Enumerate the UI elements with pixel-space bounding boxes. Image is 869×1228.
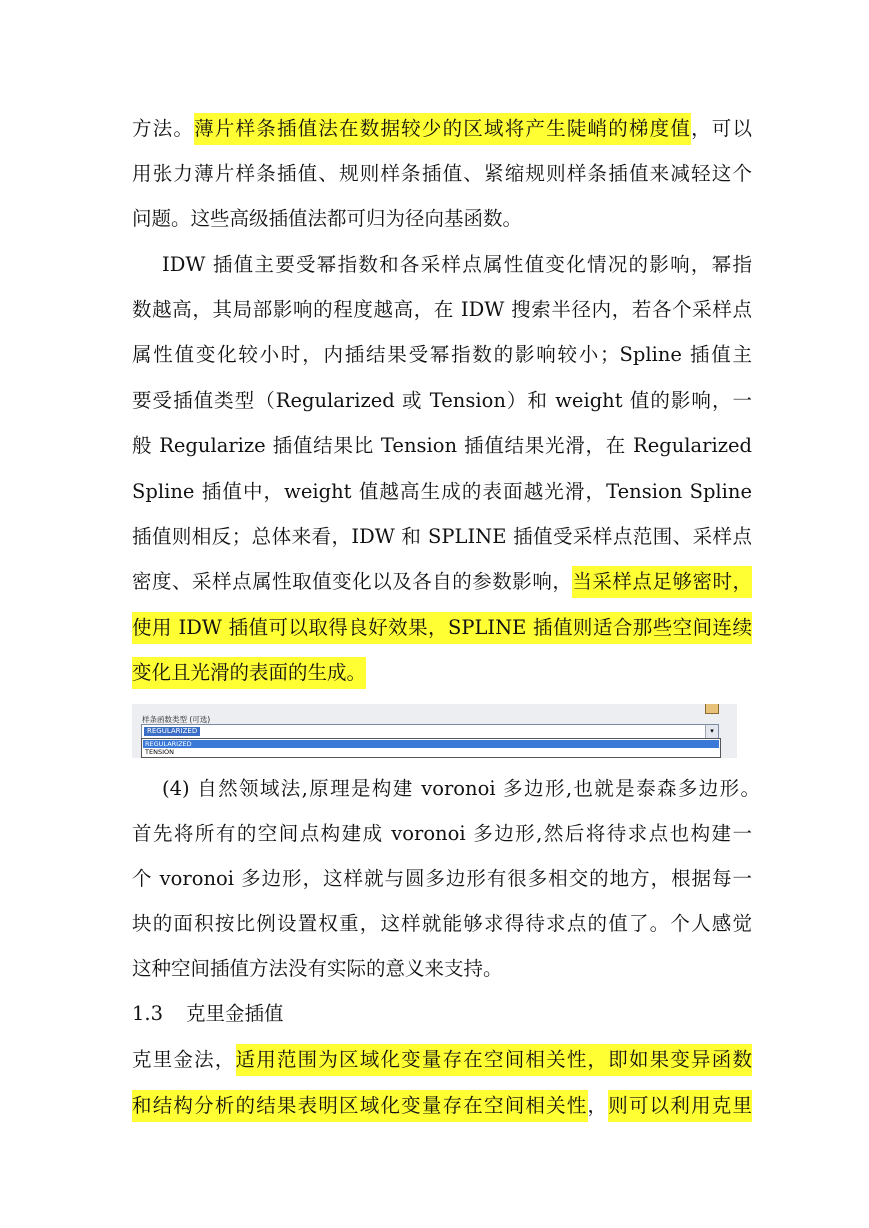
text-run: 密度、采样点属性取值变化以及各自的参数影响， (132, 570, 573, 593)
paragraph-line: 问题。这些高级插值法都可归为径向基函数。 (132, 207, 523, 230)
chevron-down-icon[interactable]: ▾ (705, 725, 718, 738)
paragraph-line: 插值则相反；总体来看，IDW 和 SPLINE 插值受采样点范围、采样点 (132, 525, 752, 548)
paragraph-line: 般 Regularize 插值结果比 Tension 插值结果光滑，在 Regularized (132, 434, 752, 457)
section-heading (132, 1001, 284, 1027)
dropdown-list (141, 738, 721, 758)
paragraph-line: Spline 插值中，weight 值越高生成的表面越光滑，Tension Spline (132, 480, 752, 503)
paragraph-line: (4) 自然领域法,原理是构建 voronoi 多边形,也就是泰森多边形。 (162, 777, 760, 800)
highlighted-text: 变化且光滑的表面的生成。 (132, 657, 366, 689)
paragraph-line: 块的面积按比例设置权重，这样就能够求得待求点的值了。个人感觉 (132, 912, 752, 935)
highlighted-text: 和结构分析的结果表明区域化变量存在空间相关性 (132, 1090, 588, 1122)
highlighted-text: 薄片样条插值法在数据较少的区域将产生陡峭的梯度值 (194, 113, 691, 145)
paragraph-line: 这种空间插值方法没有实际的意义来支持。 (132, 957, 503, 980)
selected-value: REGULARIZED (144, 727, 200, 736)
highlighted-text: 当采样点足够密时， (572, 566, 752, 598)
paragraph-line (132, 1093, 752, 1119)
paragraph-line: 属性值变化较小时，内插结果受幂指数的影响较小；Spline 插值主 (132, 343, 752, 366)
section-number: 1.3 (132, 1002, 164, 1025)
highlighted-text: 使用 IDW 插值可以取得良好效果，SPLINE 插值则适合那些空间连续 (132, 612, 752, 644)
highlighted-text: 则可以利用克里 (608, 1090, 752, 1122)
spline-type-select[interactable] (141, 724, 719, 739)
paragraph-line (132, 116, 752, 142)
section-title: 克里金插值 (186, 1002, 284, 1025)
text-run: 方法。 (132, 117, 195, 140)
paragraph-line: IDW 插值主要受幂指数和各采样点属性值变化情况的影响，幂指 (162, 253, 752, 276)
highlighted-text: 适用范围为区域化变量存在空间相关性，即如果变异函数 (236, 1044, 752, 1076)
text-run: 克里金法， (132, 1048, 236, 1071)
embedded-dropdown-screenshot (132, 704, 737, 758)
paragraph-line: 个 voronoi 多边形，这样就与圆多边形有很多相交的地方，根据每一 (132, 867, 752, 890)
dropdown-option-regularized[interactable]: REGULARIZED (143, 740, 719, 748)
paragraph-line (132, 615, 752, 641)
paragraph-line: 用张力薄片样条插值、规则样条插值、紧缩规则样条插值来减轻这个 (132, 162, 752, 185)
folder-icon (705, 704, 719, 714)
paragraph-line: 要受插值类型（Regularized 或 Tension）和 weight 值的影响，一 (132, 389, 752, 412)
paragraph-line (132, 569, 752, 595)
paragraph-line: 首先将所有的空间点构建成 voronoi 多边形,然后将待求点也构建一 (132, 822, 752, 845)
paragraph-line (132, 1047, 752, 1073)
paragraph-line: 数越高，其局部影响的程度越高，在 IDW 搜索半径内，若各个采样点 (132, 298, 752, 321)
text-run: ，可以 (691, 117, 752, 140)
dropdown-option-tension[interactable]: TENSION (145, 748, 174, 756)
text-run: ， (587, 1094, 609, 1117)
spline-type-label: 样条函数类型 (可选) (142, 715, 211, 724)
paragraph-line (132, 660, 752, 686)
